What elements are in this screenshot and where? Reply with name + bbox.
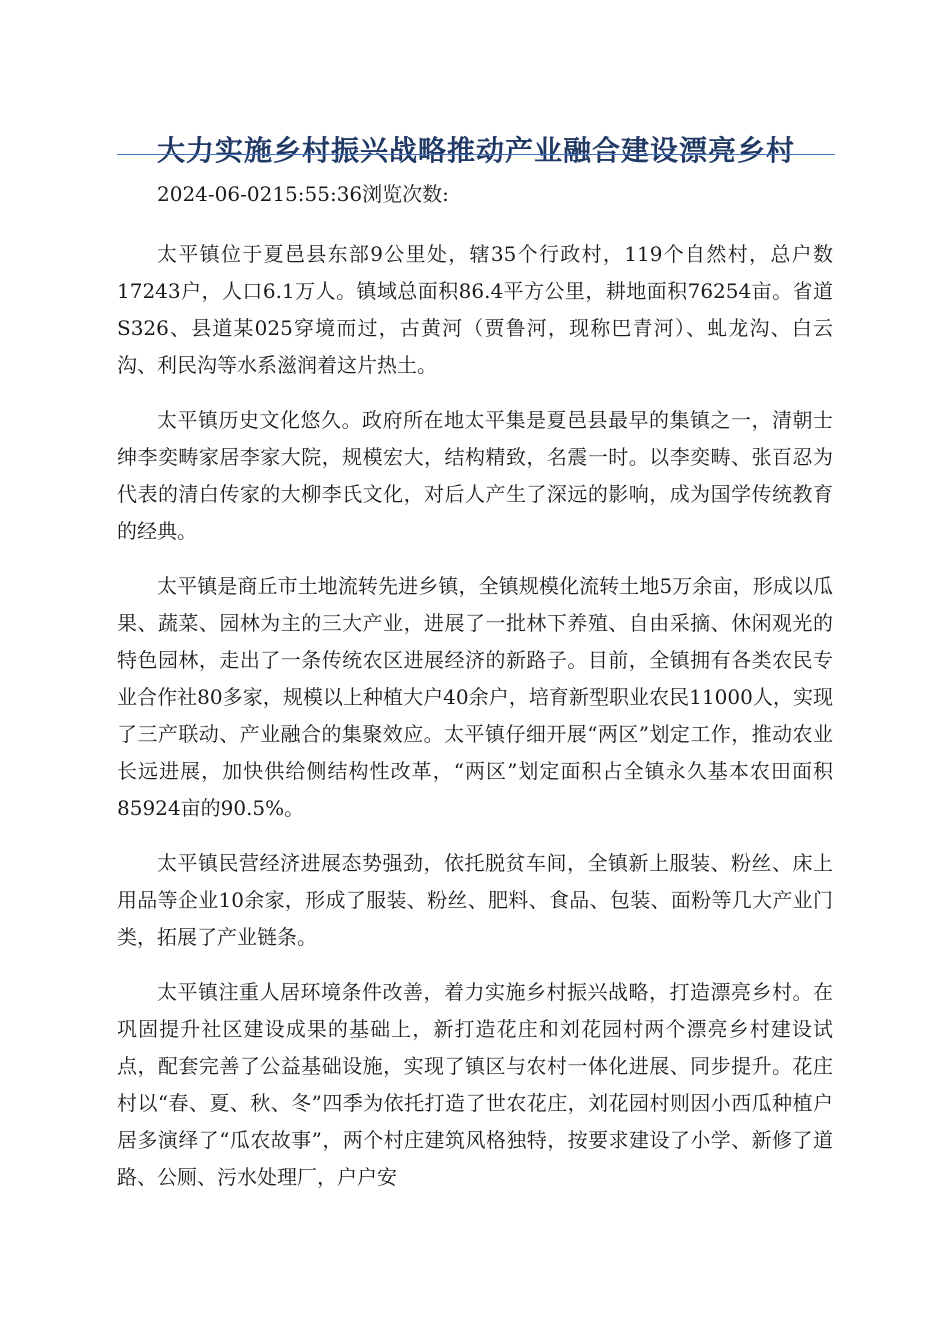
title-underline [117, 154, 835, 155]
paragraph-private-economy: 太平镇民营经济进展态势强劲，依托脱贫车间，全镇新上服装、粉丝、床上用品等企业10余家，形成了服装、粉丝、肥料、食品、包装、面粉等几大产业门类，拓展了产业链条。 [117, 851, 833, 949]
paragraph-history: 太平镇历史文化悠久。政府所在地太平集是夏邑县最早的集镇之一，清朝士绅李奕畴家居李家大院，规模宏大，结构精致，名震一时。以李奕畴、张百忍为代表的清白传家的大柳李氏文化，对后人产生了深远的影响，成为国学传统教育的经典。 [117, 408, 833, 543]
document-title: 大力实施乡村振兴战略推动产业融合建设漂亮乡村 [156, 133, 795, 167]
paragraph-agriculture: 太平镇是商丘市土地流转先进乡镇，全镇规模化流转土地5万余亩，形成以瓜果、蔬菜、园林为主的三大产业，进展了一批林下养殖、自由采摘、休闲观光的特色园林，走出了一条传统农区进展经济的新路子。目前，全镇拥有各类农民专业合作社80多家，规模以上种植大户40余户，培育新型职业农民11000人，实现了三产联动、产业融合的集聚效应。太平镇仔细开展“两区”划定工作，推动农业长远进展，加快供给侧结构性改革，“两区”划定面积占全镇永久基本农田面积85924亩的90.5%。 [117, 574, 833, 820]
document-body [117, 176, 833, 1214]
paragraph-location: 太平镇位于夏邑县东部9公里处，辖35个行政村，119个自然村，总户数17243户，人口6.1万人。镇域总面积86.4平方公里，耕地面积76254亩。省道S326、县道某025穿境而过，古黄河（贾鲁河，现称巴青河）、虬龙沟、白云沟、利民沟等水系滋润着这片热土。 [117, 242, 833, 377]
publish-meta-line: 2024-06-0215:55:36浏览次数: [157, 182, 449, 206]
paragraph-living-environment: 太平镇注重人居环境条件改善，着力实施乡村振兴战略，打造漂亮乡村。在巩固提升社区建设成果的基础上，新打造花庄和刘花园村两个漂亮乡村建设试点，配套完善了公益基础设施，实现了镇区与农村一体化进展、同步提升。花庄村以“春、夏、秋、冬”四季为依托打造了世农花庄，刘花园村则因小西瓜种植户居多演绎了“瓜农故事”，两个村庄建筑风格独特，按要求建设了小学、新修了道路、公厕、污水处理厂，户户安 [117, 980, 833, 1189]
